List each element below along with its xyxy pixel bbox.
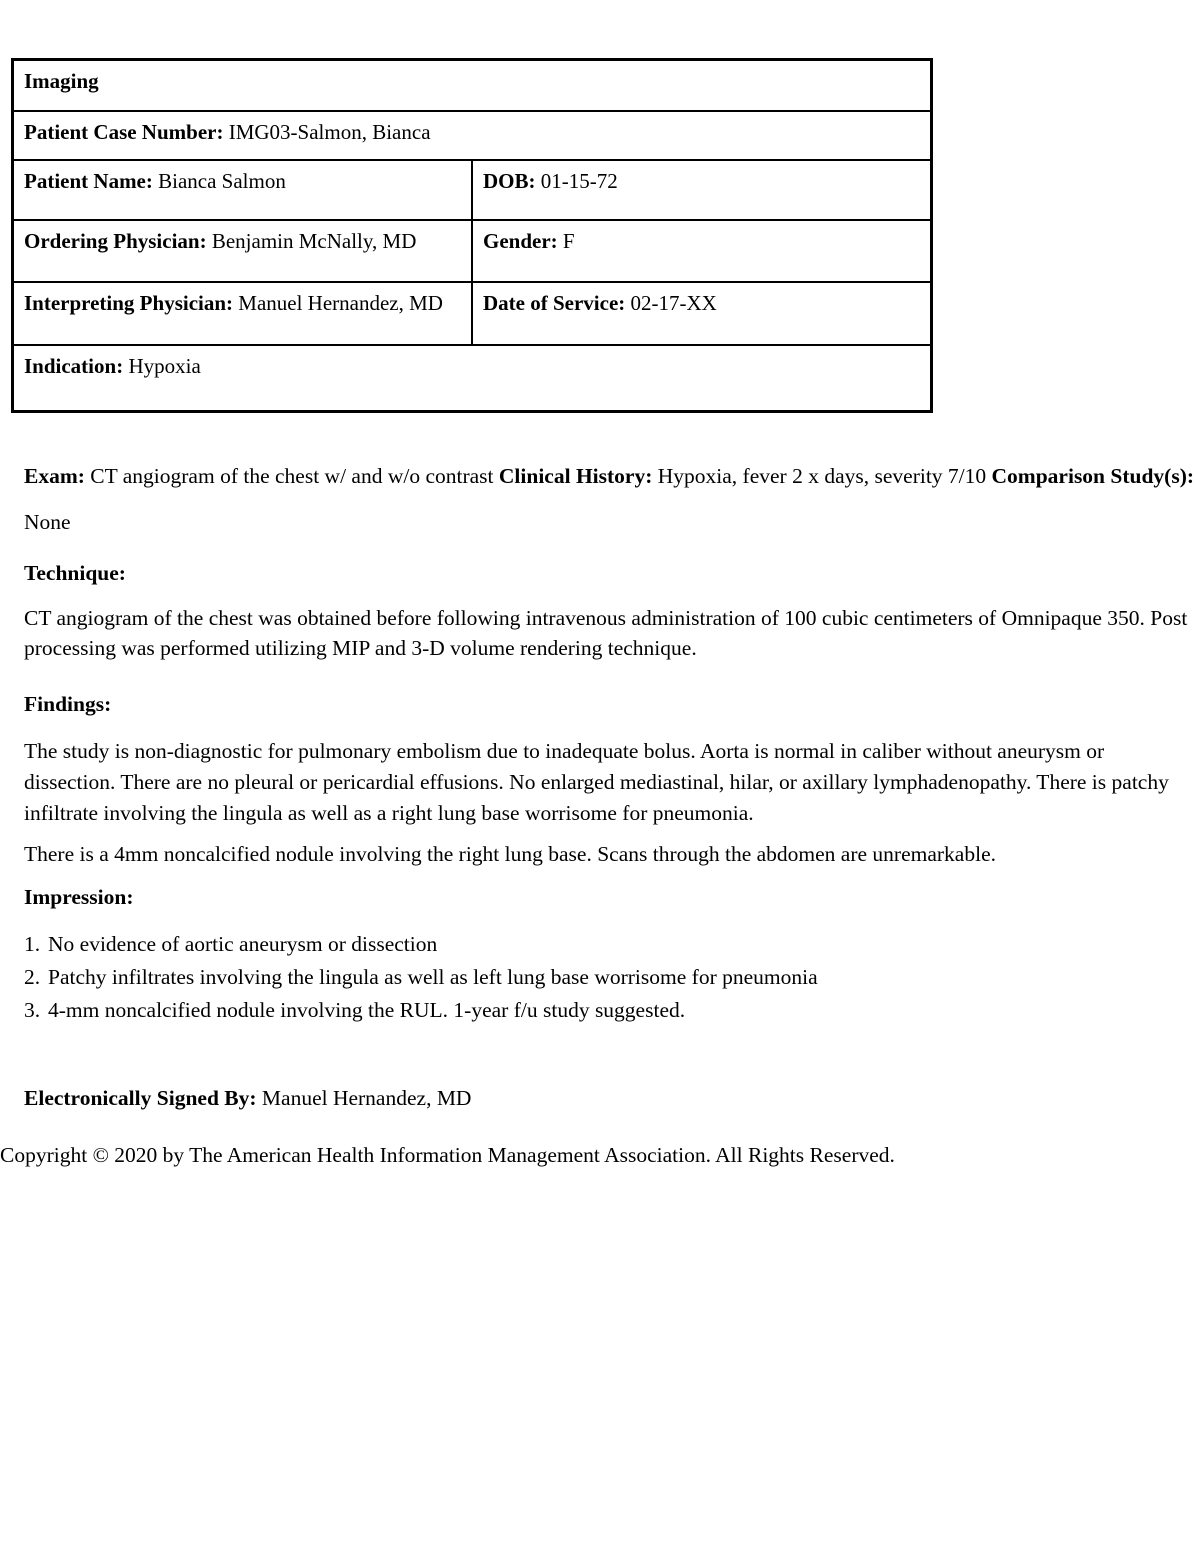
impression-item-3 [24, 994, 1196, 1027]
case-number-value: IMG03-Salmon, Bianca [228, 120, 431, 144]
patient-name-value: Bianca Salmon [158, 169, 286, 193]
findings-paragraph: The study is non-diagnostic for pulmonary embolism due to inadequate bolus. Aorta is normal in caliber without aneurysm or dissection. There are no pleural or pericardial effusions. No enlarged mediastinal, hilar, or axillary lymphadenopathy. There is patchy infiltrate involving the lingula as well as a right lung base worrisome for pneumonia. [24, 739, 1169, 825]
case-number-cell [13, 111, 932, 160]
patient-name-label: Patient Name: [24, 169, 153, 193]
exam-clinical-history-paragraph [24, 453, 1196, 545]
signed-by-label: Electronically Signed By: [24, 1086, 257, 1110]
patient-info-table [11, 58, 933, 413]
signature-line [24, 1083, 1196, 1113]
table-row-ordering-physician [13, 220, 932, 282]
interpreting-physician-value: Manuel Hernandez, MD [238, 291, 443, 315]
technique-heading: Technique: [24, 561, 126, 585]
imaging-title-cell [13, 60, 932, 112]
copyright-notice: Copyright © 2020 by The American Health Information Management Association. All Rights Reserved. [0, 1143, 895, 1167]
interpreting-physician-cell [13, 282, 473, 345]
impression-item-1-number: 1. [24, 932, 41, 956]
table-row-imaging [13, 60, 932, 112]
signed-by-value: Manuel Hernandez, MD [261, 1086, 472, 1110]
dob-value: 01-15-72 [540, 169, 618, 193]
impression-item-2-number: 2. [24, 965, 41, 989]
case-number-label: Patient Case Number: [24, 120, 224, 144]
ordering-physician-label: Ordering Physician: [24, 229, 207, 253]
report-body [0, 405, 1200, 1170]
date-of-service-value: 02-17-XX [630, 291, 717, 315]
ordering-physician-value: Benjamin McNally, MD [211, 229, 417, 253]
gender-value: F [562, 229, 575, 253]
table-row-patient-name [13, 160, 932, 220]
impression-item-3-text: 4-mm noncalcified nodule involving the RUL. 1-year f/u study suggested. [48, 998, 686, 1022]
impression-heading: Impression: [24, 885, 134, 909]
comparison-study-value: None [24, 510, 71, 534]
indication-label: Indication: [24, 354, 124, 378]
imaging-title: Imaging [24, 69, 99, 93]
impression-item-3-number: 3. [24, 998, 41, 1022]
date-of-service-cell [472, 282, 932, 345]
table-row-interpreting-physician [13, 282, 932, 345]
impression-list [24, 928, 1196, 1027]
clinical-history-label: Clinical History: [498, 464, 653, 488]
dob-cell [472, 160, 932, 220]
gender-cell [472, 220, 932, 282]
table-row-indication [13, 345, 932, 412]
impression-item-2-text: Patchy infiltrates involving the lingula as well as left lung base worrisome for pneumonia [48, 965, 818, 989]
indication-value: Hypoxia [128, 354, 201, 378]
gender-label: Gender: [483, 229, 558, 253]
comparison-study-label: Comparison Study(s): [991, 464, 1195, 488]
technique-paragraph: CT angiogram of the chest was obtained before following intravenous administration of 100 cubic centimeters of Omnipaque 350. Post processing was performed utilizing MIP and 3-D volume rendering technique. [24, 606, 1188, 660]
impression-item-1 [24, 928, 1196, 961]
dob-label: DOB: [483, 169, 536, 193]
nodule-paragraph: There is a 4mm noncalcified nodule involving the right lung base. Scans through the abdomen are unremarkable. [24, 842, 996, 866]
patient-name-cell [13, 160, 473, 220]
indication-cell [13, 345, 932, 412]
exam-label: Exam: [24, 464, 85, 488]
findings-heading: Findings: [24, 692, 112, 716]
impression-item-2 [24, 961, 1196, 994]
table-row-case-number [13, 111, 932, 160]
ordering-physician-cell [13, 220, 473, 282]
exam-value: CT angiogram of the chest w/ and w/o contrast [90, 464, 494, 488]
impression-item-1-text: No evidence of aortic aneurysm or dissection [48, 932, 438, 956]
interpreting-physician-label: Interpreting Physician: [24, 291, 234, 315]
clinical-history-value: Hypoxia, fever 2 x days, severity 7/10 [657, 464, 987, 488]
date-of-service-label: Date of Service: [483, 291, 626, 315]
